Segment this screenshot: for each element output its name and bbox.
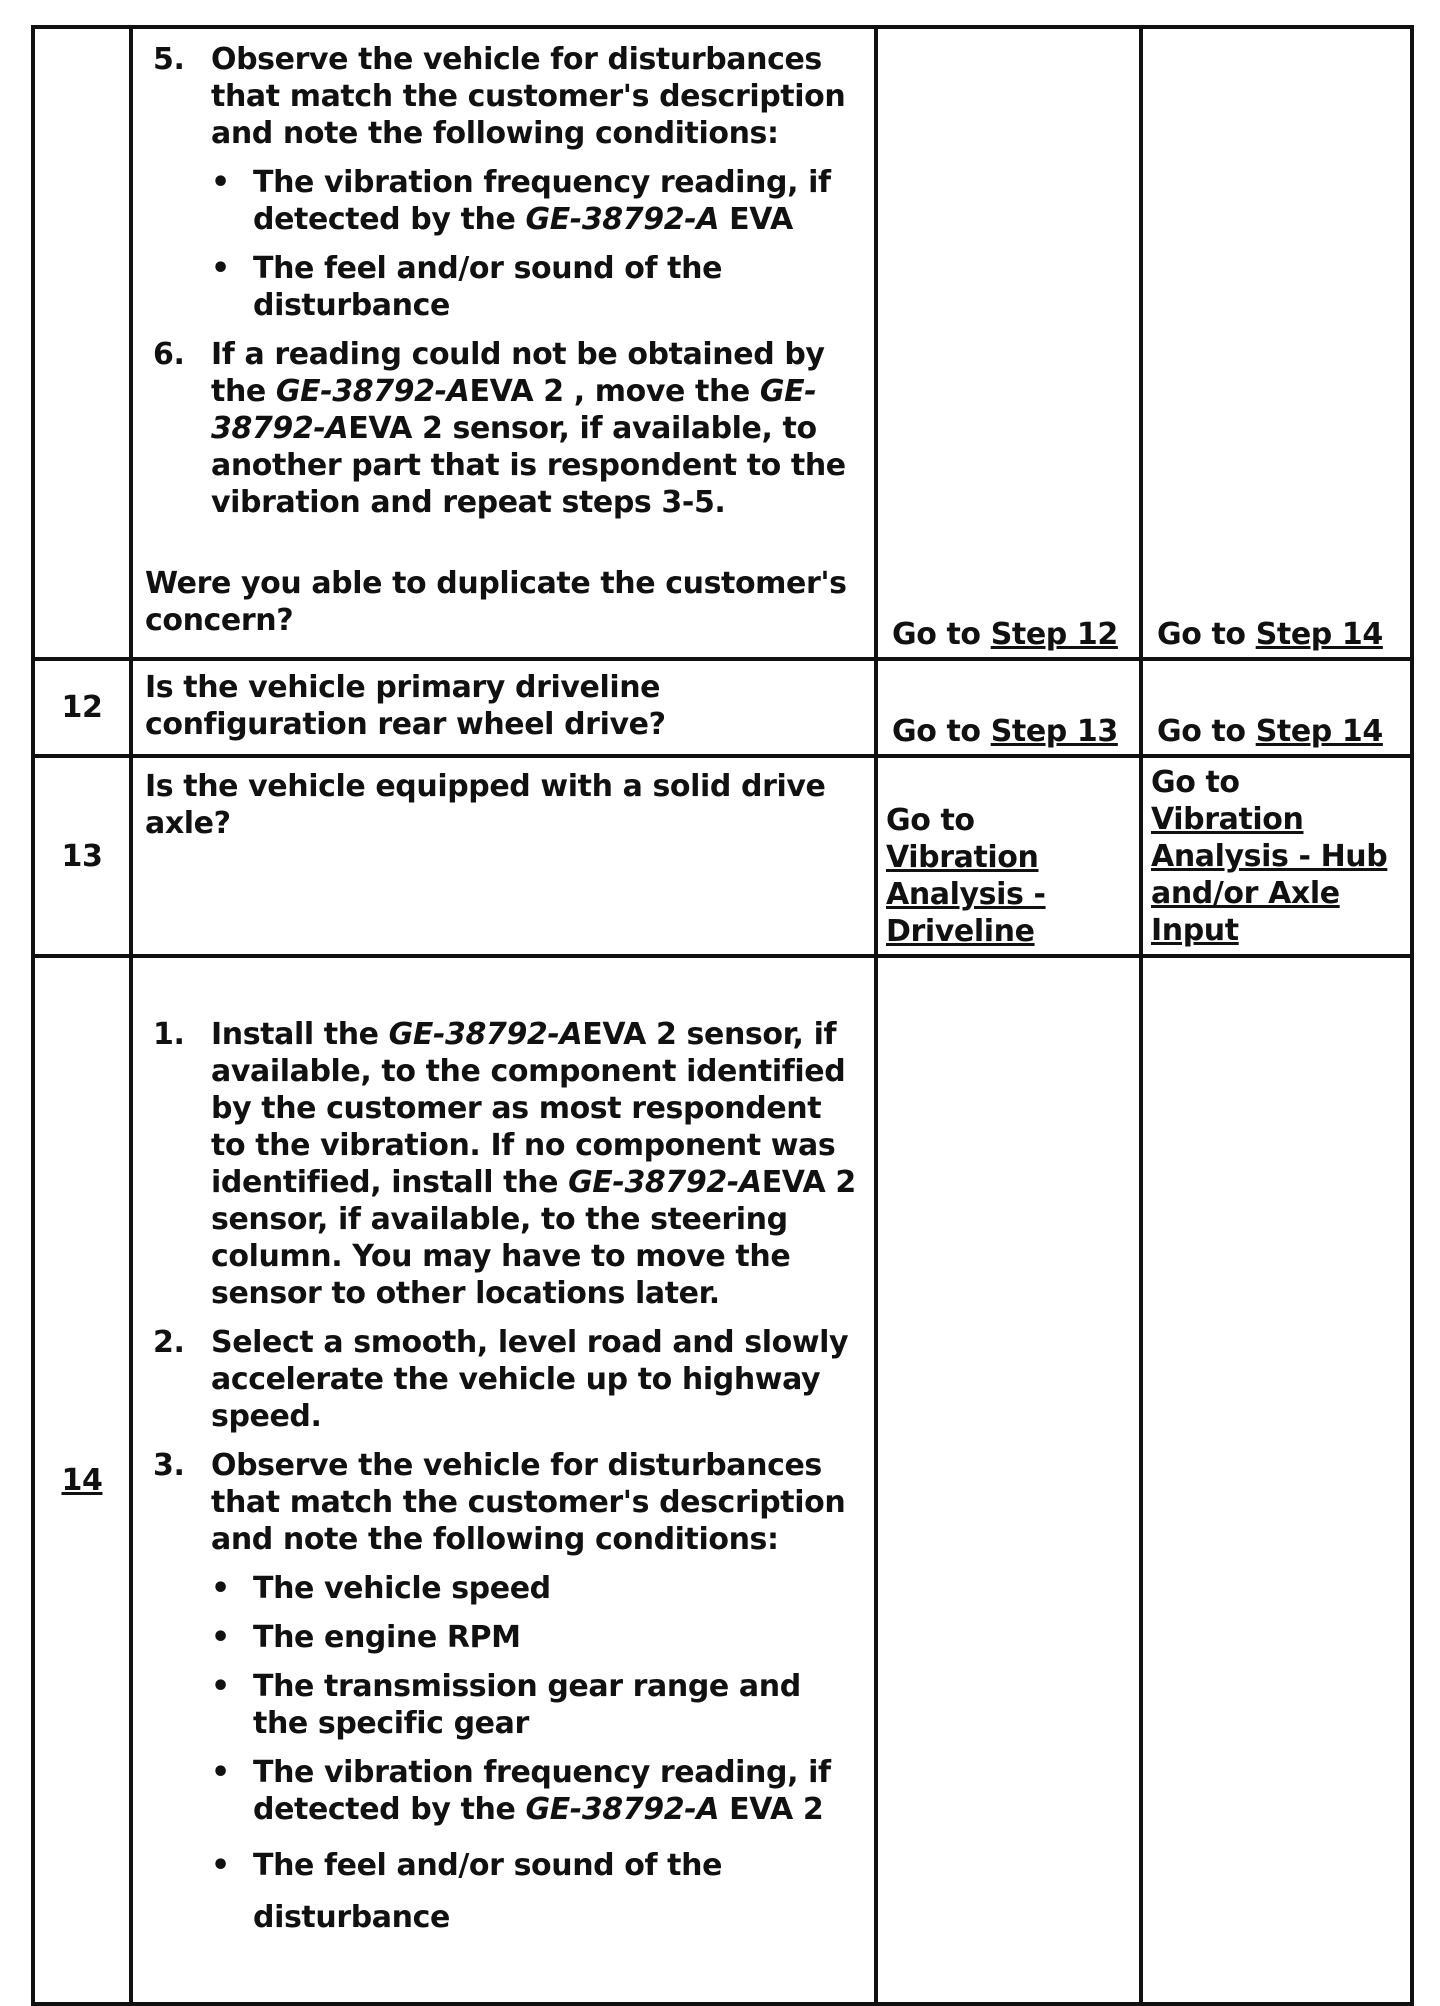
condition-list [211,164,856,324]
yes-cell: Go to Step 12 [876,27,1141,659]
list-item: 1. Install the GE-38792-AEVA 2 sensor, if available, to the component identified by the customer as most respondent to the vibration. If no component was identified, install the GE-38792-AEVA 2 sensor, if available, to the steering column. You may have to move the sensor to other locations later. [153,1017,856,1311]
goto-step-12-link[interactable]: Step 12 [990,617,1118,652]
question-text: Is the vehicle equipped with a solid drive axle? [145,769,826,841]
list-item: • The transmission gear range and the specific gear [253,1668,856,1742]
yes-cell: Go to Step 13 [876,659,1141,756]
no-cell: Go to Step 14 [1141,27,1412,659]
list-item: • The feel and/or sound of the disturbance [253,250,856,324]
diagnostic-steps-table [31,25,1414,2006]
list-item: 6. If a reading could not be obtained by the GE-38792-AEVA 2 , move the GE-38792-AEVA 2 sensor, if available, to another part that is respondent to the vibration and repeat steps 3-5. [153,337,846,520]
goto-step-14-link[interactable]: Step 14 [1255,617,1383,652]
step-number-cell: 13 [33,756,131,956]
step-number-cell: 12 [33,659,131,756]
table-row [33,659,1412,756]
no-cell: Go to Vibration Analysis - Hub and/or Axle Input [1141,756,1412,956]
vibration-analysis-hub-axle-link[interactable]: Vibration Analysis - Hub and/or Axle Input [1151,802,1388,948]
list-item: 3. Observe the vehicle for disturbances that match the customer's description and note the following conditions: • The vehicle speed • The engine RPM • The transmission gear range and the specific gear • The vibration frequency reading, if detected by the GE-38792-A EVA 2 • The feel and/or sound of the disturbance [207,1447,856,1944]
condition-list [211,1570,856,1944]
no-cell: Go to Step 14 [1141,659,1412,756]
step-number-cell: 14 [33,956,131,2004]
goto-step-14-link[interactable]: Step 14 [1255,714,1383,749]
yes-cell [876,956,1141,2004]
yes-cell: Go to Vibration Analysis - Driveline [876,756,1141,956]
question-text: Is the vehicle primary driveline configuration rear wheel drive? [145,670,666,742]
list-item: • The engine RPM [253,1619,856,1656]
goto-step-13-link[interactable]: Step 13 [990,714,1118,749]
action-cell [131,956,876,2004]
table-row [33,956,1412,2004]
list-item: 2. Select a smooth, level road and slowly accelerate the vehicle up to highway speed. [153,1325,849,1434]
question-text: Were you able to duplicate the customer's concern? [145,566,847,638]
action-cell [131,27,876,659]
action-cell [131,659,876,756]
list-item: • The feel and/or sound of the disturbance [253,1840,856,1944]
list-item: • The vibration frequency reading, if detected by the GE-38792-A EVA 2 [253,1754,856,1828]
list-item: 5. Observe the vehicle for disturbances that match the customer's description and note the following conditions: • The vibration frequency reading, if detected by the GE-38792-A EVA • The feel and/or sound of the disturbance [207,41,856,324]
table-row [33,756,1412,956]
list-item: • The vehicle speed [253,1570,856,1607]
action-cell [131,756,876,956]
no-cell [1141,956,1412,2004]
instruction-list [145,41,856,521]
step-number-cell [33,27,131,659]
table-row [33,27,1412,659]
list-item: • The vibration frequency reading, if detected by the GE-38792-A EVA [253,164,856,238]
vibration-analysis-driveline-link[interactable]: Vibration Analysis - Driveline [886,840,1046,949]
instruction-list [145,1016,856,1944]
